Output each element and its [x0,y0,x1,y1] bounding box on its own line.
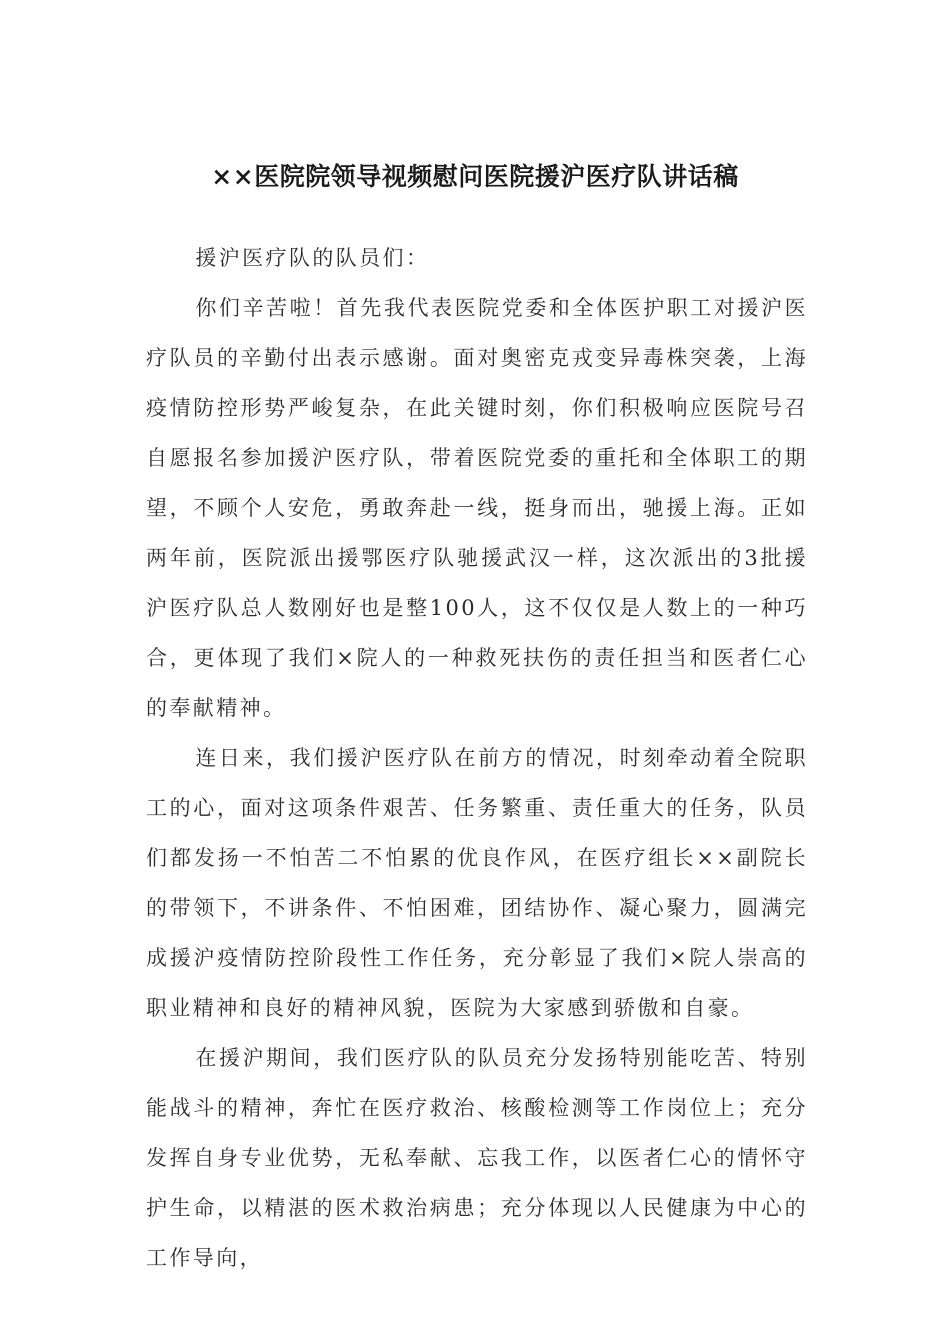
document-body [146,233,808,1283]
paragraph: 在援沪期间，我们医疗队的队员充分发扬特别能吃苦、特别能战斗的精神，奔忙在医疗救治、核酸检测等工作岗位上；充分发挥自身专业优势，无私奉献、忘我工作，以医者仁心的情怀守护生命，以精湛的医术救治病患；充分体现以人民健康为中心的工作导向， [146,1046,808,1270]
paragraph: 连日来，我们援沪医疗队在前方的情况，时刻牵动着全院职工的心，面对这项条件艰苦、任务繁重、责任重大的任务，队员们都发扬一不怕苦二不怕累的优良作风，在医疗组长××副院长的带领下，不讲条件、不怕困难，团结协作、凝心聚力，圆满完成援沪疫情防控阶段性工作任务，充分彰显了我们×院人崇高的职业精神和良好的精神风貌，医院为大家感到骄傲和自豪。 [146,746,808,1020]
paragraph: 你们辛苦啦！首先我代表医院党委和全体医护职工对援沪医疗队员的辛勤付出表示感谢。面对奥密克戎变异毒株突袭，上海疫情防控形势严峻复杂，在此关键时刻，你们积极响应医院号召自愿报名参加援沪医疗队，带着医院党委的重托和全体职工的期望，不顾个人安危，勇敢奔赴一线，挺身而出，驰援上海。正如两年前，医院派出援鄂医疗队驰援武汉一样，这次派出的3批援沪医疗队总人数刚好也是整100人，这不仅仅是人数上的一种巧合，更体现了我们×院人的一种救死扶伤的责任担当和医者仁心的奉献精神。 [146,296,808,720]
salutation: 援沪医疗队的队员们： [195,246,430,270]
document-title: ××医院院领导视频慰问医院援沪医疗队讲话稿 [211,162,739,191]
